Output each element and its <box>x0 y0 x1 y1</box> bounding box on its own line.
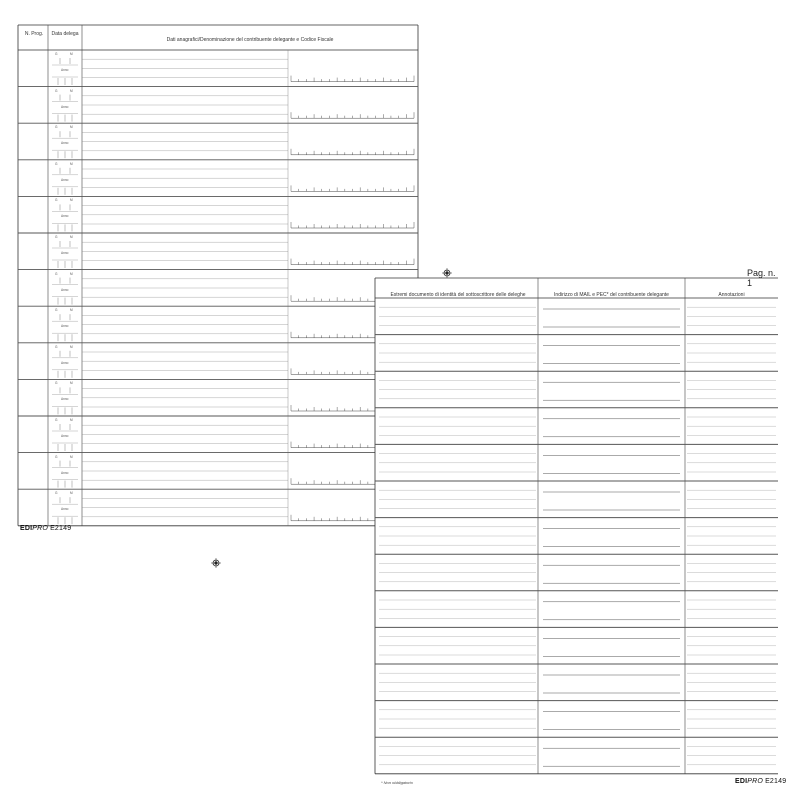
registration-mark-icon <box>211 558 221 568</box>
left-sheet-grid <box>18 25 418 525</box>
brand-footer-right <box>735 778 786 785</box>
date-label-month: M <box>70 52 73 56</box>
date-label-day: G <box>55 235 58 239</box>
registration-mark-icon <box>442 268 452 278</box>
right-register-sheet <box>375 268 787 785</box>
date-label-day: G <box>55 271 58 276</box>
form-code: E2149 <box>765 778 787 785</box>
form-code: E2149 <box>50 525 72 532</box>
brand-bold: EDI <box>20 525 33 532</box>
date-label-year: Anno <box>61 177 69 182</box>
header-indirizzo-mail-pec: Indirizzo di MAIL e PEC* del contribuente delegante <box>554 292 669 298</box>
header-n-prog: N. Prog. <box>24 31 44 37</box>
date-label-month: M <box>70 125 73 130</box>
date-label-year: Anno <box>61 324 69 329</box>
date-label-month: M <box>70 88 73 93</box>
date-label-month: M <box>70 454 73 459</box>
date-label-year: Anno <box>61 214 69 219</box>
header-dati-anagrafici: Dati anagrafici/Denominazione del contribuente delegante e Codice Fiscale <box>166 37 334 43</box>
date-label-day: G <box>55 308 58 313</box>
date-label-year: Anno <box>61 507 69 512</box>
header-annotazioni: Annotazioni <box>718 292 745 298</box>
left-register-sheet <box>18 25 418 532</box>
date-label-month: M <box>70 198 73 203</box>
date-label-day: G <box>55 491 58 496</box>
date-label-month: M <box>70 308 73 313</box>
date-label-year: Anno <box>61 397 69 402</box>
date-label-month: M <box>70 235 73 239</box>
page-number-label: Pag. n. 1 <box>747 268 776 288</box>
brand-bold: EDI <box>735 778 748 785</box>
date-label-month: M <box>70 344 73 349</box>
date-label-day: G <box>55 418 58 422</box>
date-label-year: Anno <box>61 470 69 475</box>
date-label-day: G <box>55 198 58 203</box>
date-label-day: G <box>55 344 58 349</box>
brand-footer-left <box>20 525 71 532</box>
footnote-non-obbligatorio: * Non obbligatorio <box>381 780 413 785</box>
date-label-month: M <box>70 381 73 386</box>
right-sheet-grid <box>375 278 778 778</box>
date-label-year: Anno <box>61 434 69 438</box>
date-label-day: G <box>55 161 58 166</box>
date-label-month: M <box>70 491 73 496</box>
date-label-month: M <box>70 418 73 422</box>
brand-light: PRO <box>32 525 49 532</box>
date-label-month: M <box>70 271 73 276</box>
date-label-day: G <box>55 454 58 459</box>
date-label-day: G <box>55 88 58 93</box>
header-estremi-documento: Estremi documento di identità del sottoscrittore delle deleghe <box>390 292 526 298</box>
date-label-day: G <box>55 52 58 56</box>
date-label-year: Anno <box>61 141 69 146</box>
date-label-year: Anno <box>61 360 69 365</box>
brand-light: PRO <box>747 778 764 785</box>
header-data-delega: Data delega <box>51 31 79 37</box>
date-label-day: G <box>55 381 58 386</box>
date-label-year: Anno <box>61 104 69 109</box>
date-label-year: Anno <box>61 251 69 255</box>
date-label-day: G <box>55 125 58 130</box>
date-label-year: Anno <box>61 68 69 72</box>
date-label-year: Anno <box>61 287 69 292</box>
date-label-month: M <box>70 161 73 166</box>
